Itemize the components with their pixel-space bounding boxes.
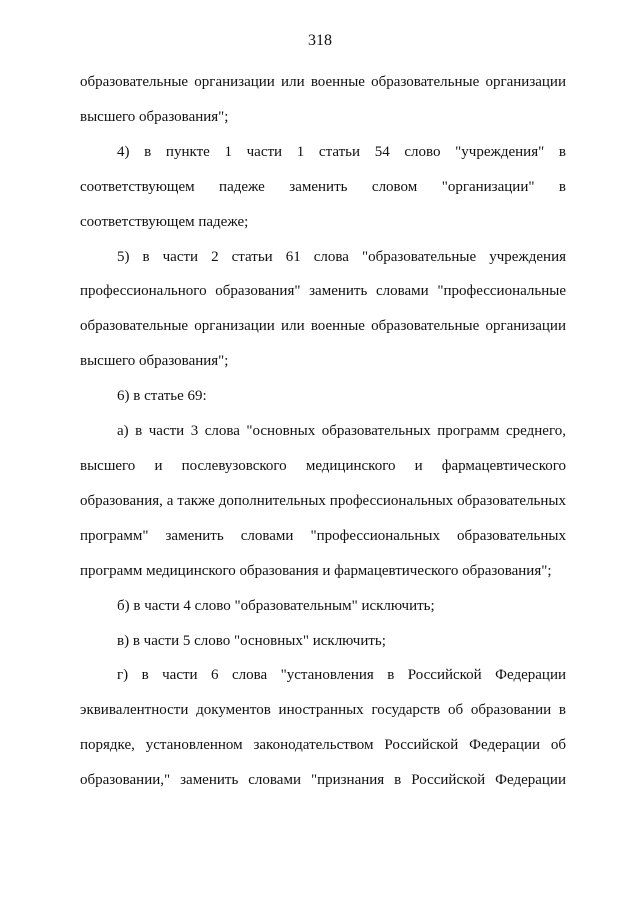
text-line: соответствующем падеже заменить словом "организации" в [80, 178, 566, 195]
paragraph [80, 65, 566, 135]
text-line: программ" заменить словами "профессиональных образовательных [80, 527, 566, 544]
text-line: 5) в части 2 статьи 61 слова "образовательные учреждения [117, 248, 566, 265]
text-line: образовательные организации или военные образовательные организации [80, 318, 566, 335]
paragraph [80, 135, 566, 240]
text-line: высшего образования"; [80, 353, 229, 370]
text-line: образования, а также дополнительных профессиональных образовательных [80, 492, 566, 509]
text-line: а) в части 3 слова "основных образовательных программ среднего, [117, 423, 566, 440]
paragraph [80, 624, 566, 659]
text-line: б) в части 4 слово "образовательным" исключить; [117, 597, 435, 614]
text-line: соответствующем падеже; [80, 213, 249, 230]
text-line: образовательные организации или военные образовательные организации [80, 74, 566, 90]
paragraph [80, 658, 566, 798]
text-line: программ медицинского образования и фармацевтического образования"; [80, 562, 552, 579]
paragraph [80, 589, 566, 624]
text-line: высшего и послевузовского медицинского и фармацевтического [80, 457, 566, 474]
text-line: 6) в статье 69: [117, 388, 207, 405]
text-line: образовании," заменить словами "признания в Российской Федерации [80, 772, 566, 789]
text-line: в) в части 5 слово "основных" исключить; [117, 632, 386, 649]
paragraph [80, 414, 566, 589]
document-body [80, 65, 566, 798]
text-line: порядке, установленном законодательством Российской Федерации об [80, 737, 566, 754]
paragraph [80, 379, 566, 414]
text-line: г) в части 6 слова "установления в Российской Федерации [117, 667, 566, 684]
text-line: высшего образования"; [80, 108, 229, 125]
text-line: 4) в пункте 1 части 1 статьи 54 слово "учреждения" в [117, 143, 566, 160]
page-number: 318 [308, 32, 332, 49]
text-line: профессионального образования" заменить словами "профессиональные [80, 283, 566, 300]
text-line: эквивалентности документов иностранных государств об образовании в [80, 702, 566, 719]
paragraph [80, 240, 566, 380]
